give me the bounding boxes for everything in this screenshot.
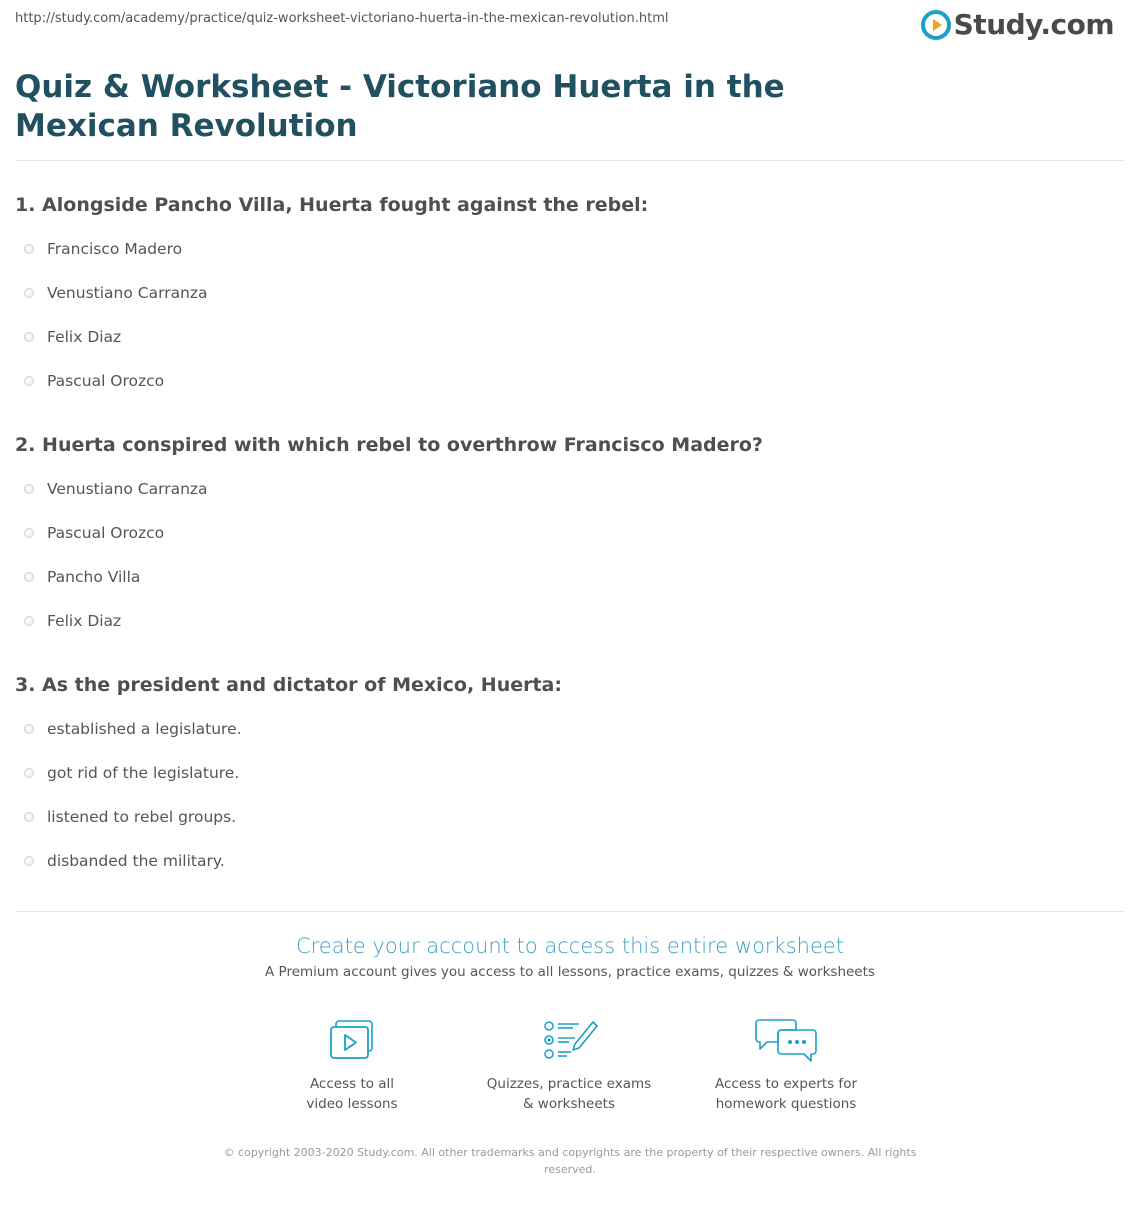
answer-option[interactable] xyxy=(24,720,242,738)
radio-button[interactable] xyxy=(24,528,34,538)
page-title: Quiz & Worksheet - Victoriano Huerta in the Mexican Revolution xyxy=(15,69,785,144)
radio-button[interactable] xyxy=(24,376,34,386)
radio-button[interactable] xyxy=(24,812,34,822)
page-url: http://study.com/academy/practice/quiz-worksheet-victoriano-huerta-in-the-mexican-revolution.html xyxy=(15,11,669,26)
option-label: disbanded the military. xyxy=(47,852,225,870)
feature-label-line: homework questions xyxy=(715,1096,857,1112)
feature-label-line: & worksheets xyxy=(522,1096,615,1112)
question-1: 1. Alongside Pancho Villa, Huerta fought against the rebel: xyxy=(15,194,649,216)
chat-bubbles-icon xyxy=(753,1018,819,1064)
create-account-link[interactable]: Create your account to access this entire worksheet xyxy=(295,934,845,958)
play-icon xyxy=(921,10,951,40)
radio-button[interactable] xyxy=(24,724,34,734)
answer-option[interactable] xyxy=(24,808,236,826)
radio-button[interactable] xyxy=(24,768,34,778)
option-label: Pancho Villa xyxy=(47,568,141,586)
answer-option[interactable] xyxy=(24,524,164,542)
feature-label-line: video lessons xyxy=(306,1096,398,1112)
option-label: Francisco Madero xyxy=(47,240,183,258)
study-logo[interactable] xyxy=(921,8,1114,41)
radio-button[interactable] xyxy=(24,572,34,582)
answer-option[interactable] xyxy=(24,568,140,586)
question-2: 2. Huerta conspired with which rebel to overthrow Francisco Madero? xyxy=(15,434,763,456)
radio-button[interactable] xyxy=(24,856,34,866)
answer-option[interactable] xyxy=(24,284,208,302)
copyright-text: © copyright 2003-2020 Study.com. All other trademarks and copyrights are the property of their respective owners. All rights reserved. xyxy=(223,1146,917,1176)
quiz-checklist-icon xyxy=(539,1018,599,1064)
feature-quizzes xyxy=(469,1018,669,1114)
logo-text: Study.com xyxy=(953,8,1114,41)
answer-option[interactable] xyxy=(24,852,225,870)
option-label: Felix Diaz xyxy=(47,328,122,346)
radio-button[interactable] xyxy=(24,616,34,626)
radio-button[interactable] xyxy=(24,288,34,298)
radio-button[interactable] xyxy=(24,484,34,494)
answer-option[interactable] xyxy=(24,240,182,258)
feature-experts xyxy=(686,1018,886,1114)
answer-option[interactable] xyxy=(24,764,239,782)
answer-option[interactable] xyxy=(24,612,121,630)
option-label: established a legislature. xyxy=(47,720,242,738)
answer-option[interactable] xyxy=(24,480,208,498)
feature-label-line: Access to all xyxy=(309,1076,395,1092)
video-lessons-icon xyxy=(325,1018,379,1064)
feature-label-line: Access to experts for xyxy=(714,1076,857,1092)
premium-description: A Premium account gives you access to all lessons, practice exams, quizzes & worksheets xyxy=(265,964,875,980)
radio-button[interactable] xyxy=(24,332,34,342)
feature-video-lessons xyxy=(252,1018,452,1114)
divider xyxy=(15,160,1125,161)
option-label: Pascual Orozco xyxy=(47,524,165,542)
option-label: listened to rebel groups. xyxy=(47,808,237,826)
answer-option[interactable] xyxy=(24,328,121,346)
divider xyxy=(15,911,1125,912)
option-label: Pascual Orozco xyxy=(47,372,165,390)
option-label: got rid of the legislature. xyxy=(47,764,240,782)
radio-button[interactable] xyxy=(24,244,34,254)
option-label: Venustiano Carranza xyxy=(47,480,208,498)
feature-label-line: Quizzes, practice exams xyxy=(486,1076,652,1092)
option-label: Venustiano Carranza xyxy=(47,284,208,302)
question-3: 3. As the president and dictator of Mexico, Huerta: xyxy=(15,674,562,696)
option-label: Felix Diaz xyxy=(47,612,122,630)
answer-option[interactable] xyxy=(24,372,164,390)
